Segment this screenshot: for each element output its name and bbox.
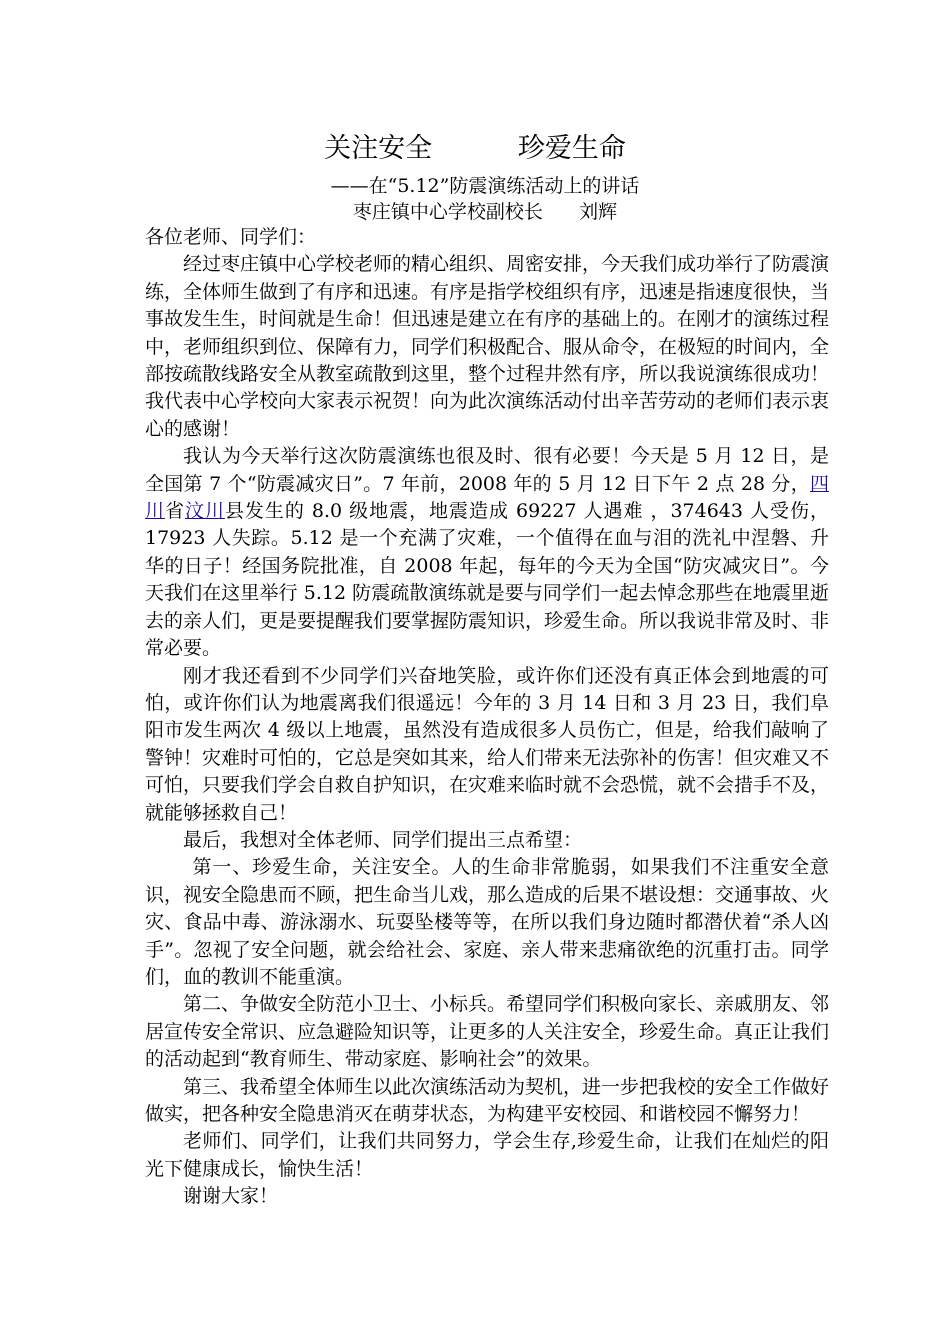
link-sichuan[interactable]: 四川 [145,472,829,523]
document-subtitle: ——在“5.12”防震演练活动上的讲话 [330,175,640,197]
paragraph-6: 第二、争做安全防范小卫士、小标兵。希望同学们积极向家长、亲戚朋友、邻居宣传安全常识、应急避险知识等，让更多的人关注安全，珍爱生命。真正让我们的活动起到“教育师生、带动家庭、影响社会”的效果。 [145,993,830,1071]
document-body [145,224,829,1211]
paragraph-7: 第三、我希望全体师生以此次演练活动为契机，进一步把我校的安全工作做好做实，把各种安全隐患消灭在萌芽状态，为构建平安校园、和谐校园不懈努力！ [145,1075,830,1125]
paragraph-4: 最后，我想对全体老师、同学们提出三点希望： [183,828,583,851]
paragraph-8: 老师们、同学们，让我们共同努力，学会生存,珍爱生命，让我们在灿烂的阳光下健康成长，愉快生活！ [145,1130,829,1180]
paragraph-2-text-c: 县发生的 8.0 级地震，地震造成 69227 人遇难 ，374643 人受伤，17923 人失踪。5.12 是一个充满了灾难，一个值得在血与泪的洗礼中涅磐、升华的日子！经国务院批准，自 2008 年起，每年的今天为全国“防灾减灾日”。今天我们在这里举行 5.12 防震疏散演练就是要与同学们一起去悼念那些在地震里逝去的亲人们，更是要提醒我们要掌握防震知识，珍爱生命。所以我说非常及时、非常必要。 [145,500,830,660]
link-wenchuan[interactable]: 汶川 [184,500,225,523]
document-title: 关注安全 珍爱生命 [324,133,626,164]
paragraph-3: 刚才我还看到不少同学们兴奋地笑脸，或许你们还没有真正体会到地震的可怕，或许你们认为地震离我们很遥远！今年的 3 月 14 日和 3 月 23 日，我们阜阳市发生两次 4 级以上地震，虽然没有造成很多人员伤亡，但是，给我们敲响了警钟！灾难时可怕的，它总是突如其来，给人们带来无法弥补的伤害！但灾难又不可怕，只要我们学会自救自护知识，在灾难来临时就不会恐慌，就不会措手不及，就能够拯救自己！ [145,664,830,824]
paragraph-9: 谢谢大家！ [183,1185,279,1208]
document-author: 枣庄镇中心学校副校长 刘辉 [352,201,618,223]
paragraph-2 [145,443,829,662]
greeting: 各位老师、同学们： [145,226,317,248]
paragraph-2-text-b: 省 [164,500,185,523]
paragraph-5: 第一、珍爱生命，关注安全。人的生命非常脆弱，如果我们不注重安全意识，视安全隐患而不顾，把生命当儿戏，那么造成的后果不堪设想：交通事故、火灾、食品中毒、游泳溺水、玩耍坠楼等等，在所以我们身边随时都潜伏着“杀人凶手”。忽视了安全问题，就会给社会、家庭、亲人带来悲痛欲绝的沉重打击。同学们，血的教训不能重演。 [145,856,830,988]
paragraph-1: 经过枣庄镇中心学校老师的精心组织、周密安排，今天我们成功举行了防震演练，全体师生做到了有序和迅速。有序是指学校组织有序，迅速是指速度很快，当事故发生生，时间就是生命！但迅速是建立在有序的基础上的。在刚才的演练过程中，老师组织到位、保障有力，同学们积极配合、服从命令，在极短的时间内，全部按疏散线路安全从教室疏散到这里，整个过程井然有序，所以我说演练很成功！我代表中心学校向大家表示祝贺！向为此次演练活动付出辛苦劳动的老师们表示衷心的感谢！ [145,253,830,440]
paragraph-2-text-a: 我认为今天举行这次防震演练也很及时、很有必要！今天是 5 月 12 日，是全国第 7 个“防震减灾日”。7 年前，2008 年的 5 月 12 日下午 2 点 28 分， [145,445,829,495]
